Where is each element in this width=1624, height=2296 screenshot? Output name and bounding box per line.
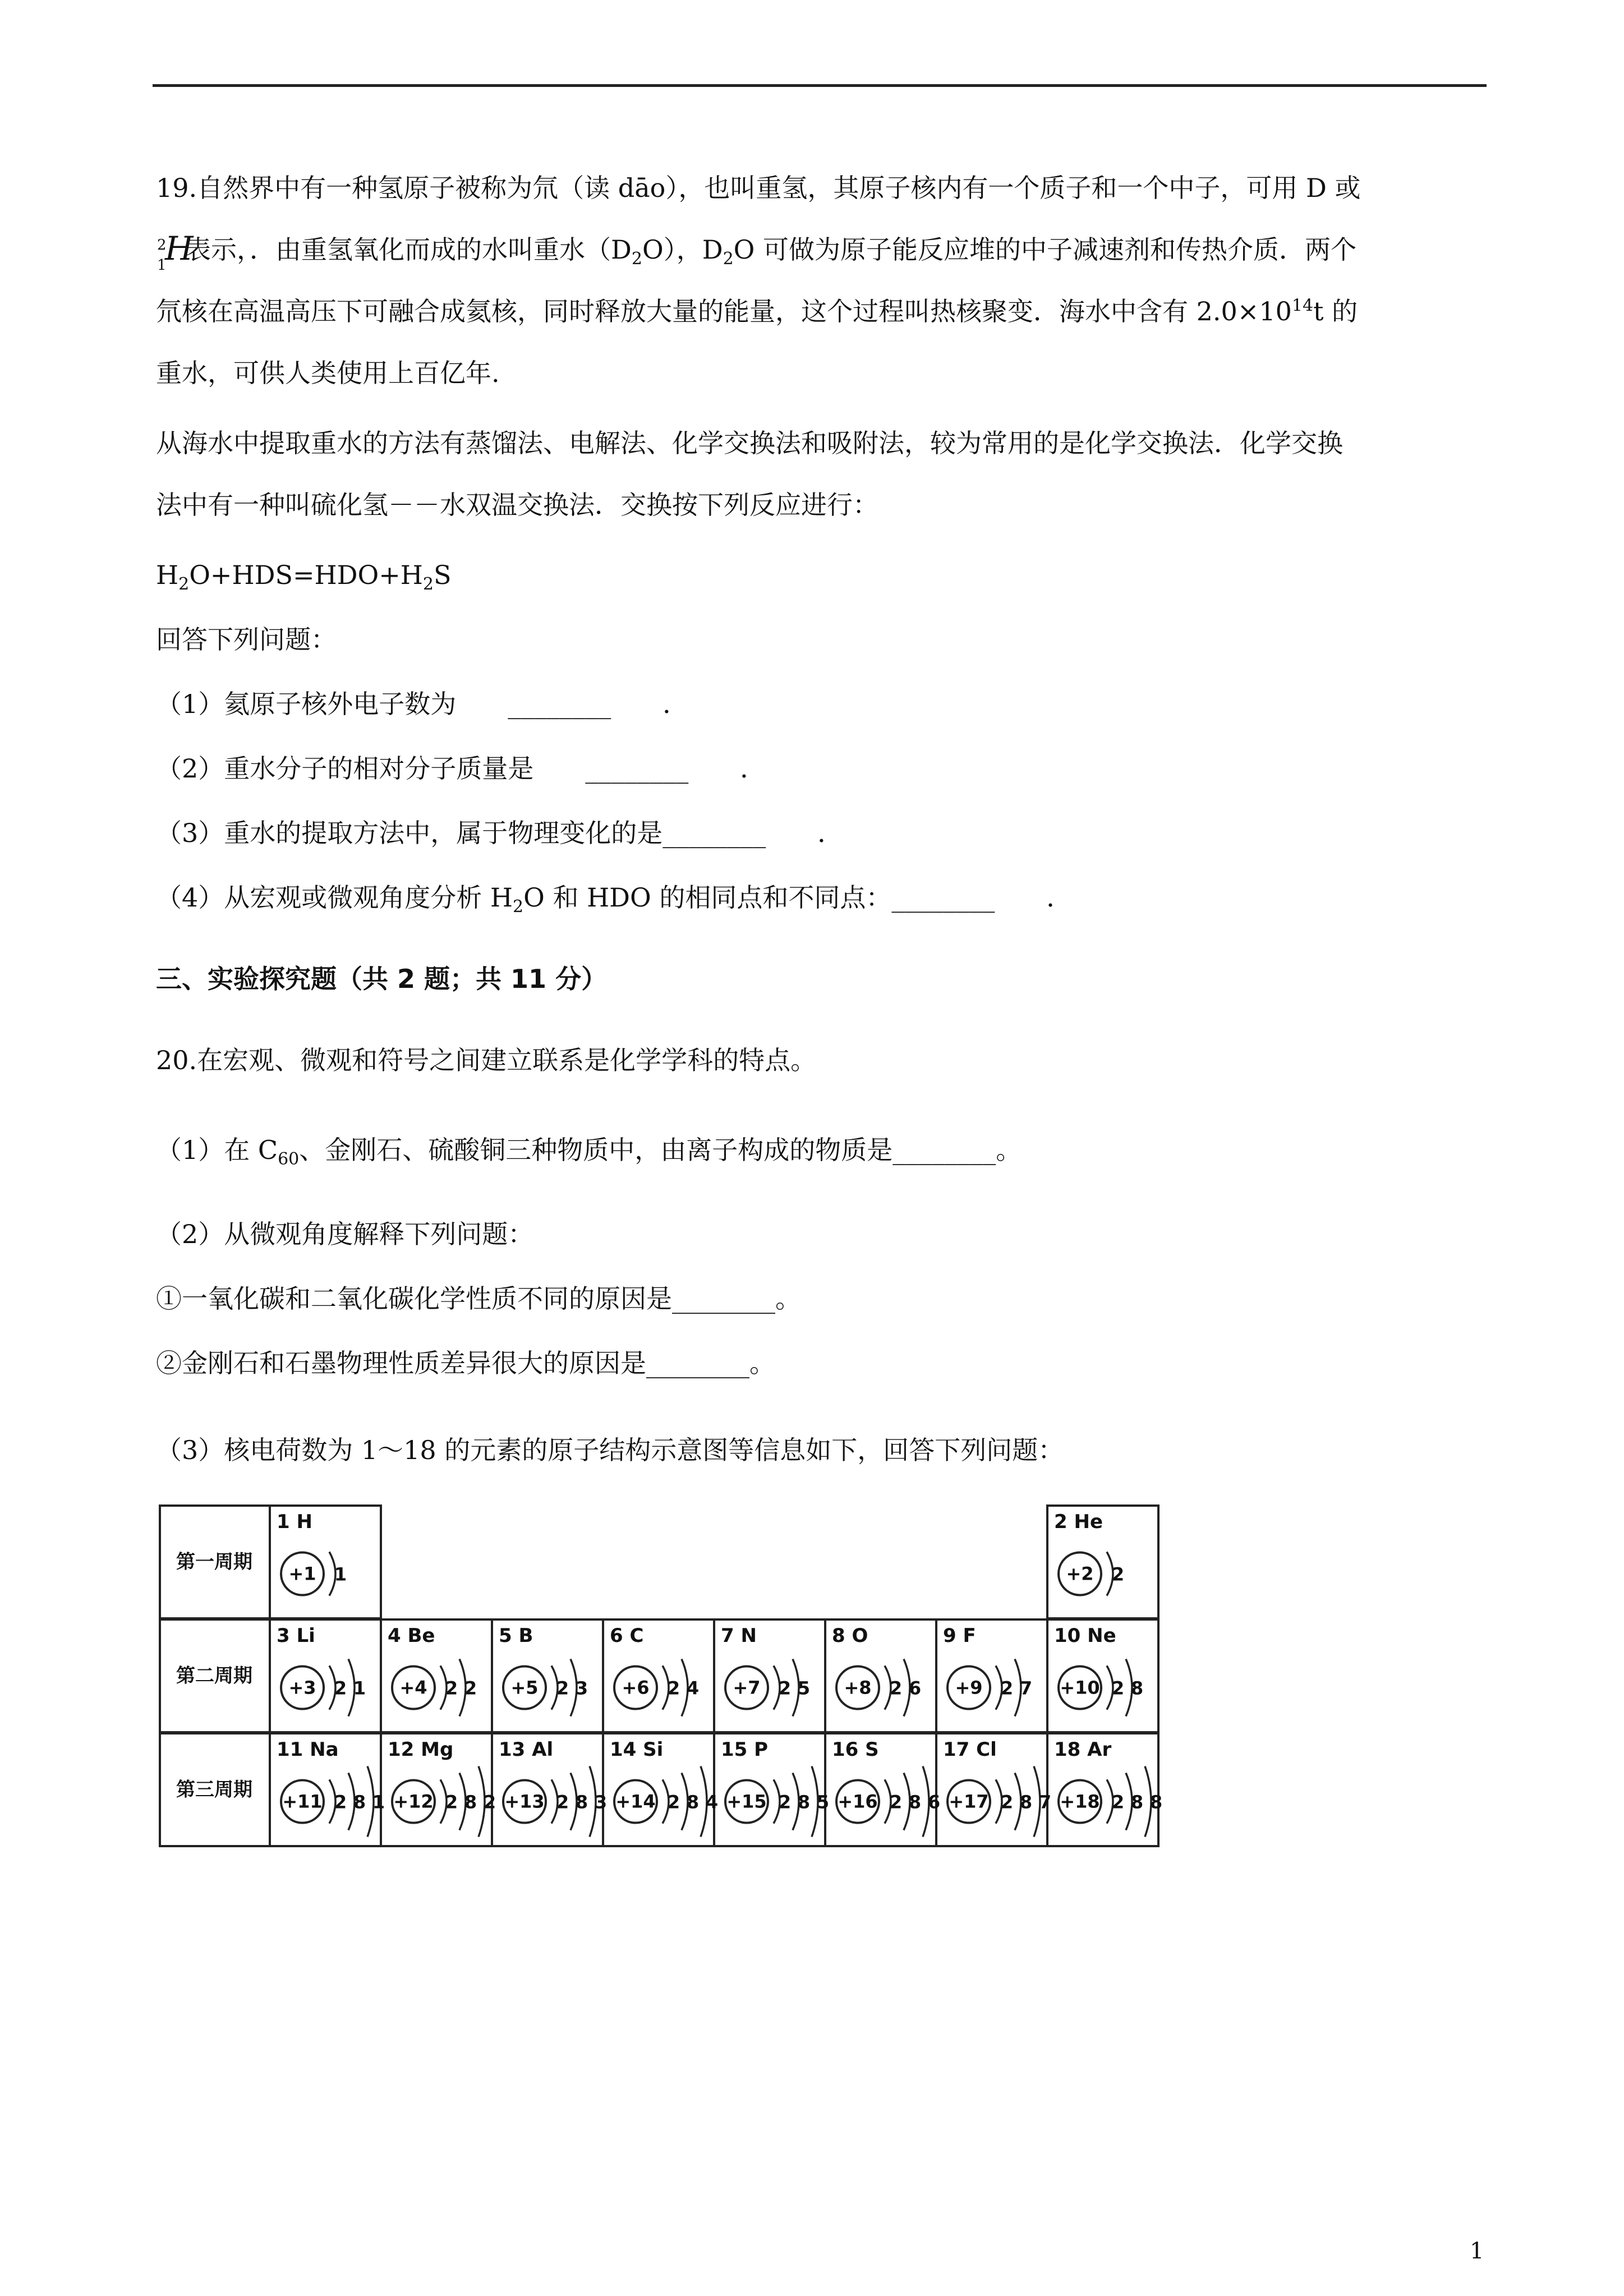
answer-blank[interactable]: ________ <box>508 689 611 719</box>
shell-electron-count: 8 <box>1019 1791 1033 1813</box>
nuclear-charge: +10 <box>1060 1677 1100 1699</box>
q20-sub-2-1: ①一氧化碳和二氧化碳化学性质不同的原因是________。 <box>156 1282 801 1315</box>
period-label: 第三周期 <box>176 1778 252 1801</box>
shell-electron-count: 4 <box>705 1791 719 1813</box>
element-symbol: 18 Ar <box>1054 1738 1112 1761</box>
q20-sub-2: （2）从微观角度解释下列问题： <box>156 1219 534 1249</box>
shell-electron-count: 2 <box>667 1791 680 1813</box>
answer-blank[interactable]: ________ <box>646 1348 749 1378</box>
header-rule <box>153 84 1487 87</box>
shell-electron-count: 2 <box>889 1677 903 1699</box>
shell-electron-count: 2 <box>667 1677 680 1699</box>
element-symbol: 13 Al <box>499 1738 554 1761</box>
nuclear-charge: +8 <box>844 1677 872 1699</box>
element-symbol: 8 O <box>832 1625 868 1647</box>
shell-electron-count: 8 <box>353 1791 366 1813</box>
shell-electron-count: 7 <box>1038 1791 1052 1813</box>
nuclear-charge: +5 <box>510 1677 539 1699</box>
shell-electron-count: 8 <box>1149 1791 1163 1813</box>
shell-electron-count: 1 <box>353 1677 366 1699</box>
q19-prompt: 回答下列问题： <box>156 624 337 655</box>
q19-line-1: 19.自然界中有一种氢原子被称为氘（读 dāo），也叫重氢，其原子核内有一个质子和一个中子，可用 D 或 <box>156 173 1361 203</box>
shell-electron-count: 2 <box>1000 1677 1014 1699</box>
q19-sub-2: （2）重水分子的相对分子质量是 ________ ． <box>156 752 766 785</box>
q20-line-1: 20.在宏观、微观和符号之间建立联系是化学学科的特点。 <box>156 1045 817 1075</box>
shell-electron-count: 7 <box>1019 1677 1033 1699</box>
q19-line-3: 氘核在高温高压下可融合成氦核，同时释放大量的能量，这个过程叫热核聚变．海水中含有 $2.0\times 10^{14}t$ 的 <box>156 296 1358 326</box>
shell-electron-count: 5 <box>816 1791 830 1813</box>
shell-electron-count: 2 <box>1111 1677 1125 1699</box>
element-symbol: 14 Si <box>610 1738 664 1761</box>
shell-electron-count: 3 <box>575 1677 588 1699</box>
period-label: 第一周期 <box>176 1550 252 1573</box>
answer-blank[interactable]: ________ <box>663 818 766 848</box>
shell-electron-count: 2 <box>556 1677 569 1699</box>
nuclear-charge: +4 <box>399 1677 427 1699</box>
shell-electron-count: 2 <box>445 1677 458 1699</box>
element-symbol: 6 C <box>610 1625 644 1647</box>
q20-sub-2-2: ②金刚石和石墨物理性质差异很大的原因是________。 <box>156 1346 775 1380</box>
shell-electron-count: 2 <box>464 1677 477 1699</box>
shell-electron-count: 2 <box>1111 1791 1125 1813</box>
shell-electron-count: 6 <box>927 1791 941 1813</box>
element-symbol: 9 F <box>943 1625 976 1647</box>
nuclear-charge: +6 <box>622 1677 650 1699</box>
answer-blank[interactable]: ________ <box>585 753 689 784</box>
q19-sub-4: （4）从宏观或微观角度分析 $H_2O$ 和 HDO 的相同点和不同点：________ ． <box>156 881 1072 914</box>
q20-sub-3: （3）核电荷数为 1～18 的元素的原子结构示意图等信息如下，回答下列问题： <box>156 1435 1064 1465</box>
shell-electron-count: 8 <box>908 1791 922 1813</box>
element-symbol: 3 Li <box>277 1625 315 1647</box>
atomic-structure-table-svg <box>159 1504 1163 1847</box>
nuclear-charge: +9 <box>955 1677 983 1699</box>
nuclear-charge: +17 <box>949 1791 989 1812</box>
nuclear-charge: +12 <box>393 1791 434 1812</box>
element-symbol: 7 N <box>721 1625 757 1647</box>
nuclear-charge: +1 <box>288 1563 316 1585</box>
q19-sub-1: （1）氦原子核外电子数为 ________ ． <box>156 687 688 721</box>
answer-blank[interactable]: ________ <box>672 1283 775 1314</box>
element-symbol: 1 H <box>277 1511 312 1533</box>
nuclear-charge: +16 <box>838 1791 878 1812</box>
reaction-equation: $H_2O+HDS=HDO+H_2S$ <box>156 560 452 595</box>
shell-electron-count: 1 <box>334 1563 347 1585</box>
period-label: 第二周期 <box>176 1664 252 1687</box>
shell-electron-count: 2 <box>556 1791 569 1813</box>
shell-electron-count: 5 <box>797 1677 811 1699</box>
nuclear-charge: +3 <box>288 1677 316 1699</box>
q20-sub-1: （1）在 $C_{60}$、金刚石、硫酸铜三种物质中，由离子构成的物质是________。 <box>156 1133 1022 1167</box>
shell-electron-count: 1 <box>372 1791 385 1813</box>
nuclear-charge: +18 <box>1060 1791 1100 1812</box>
shell-electron-count: 2 <box>334 1677 347 1699</box>
shell-electron-count: 8 <box>686 1791 700 1813</box>
answer-blank[interactable]: ________ <box>891 882 995 913</box>
shell-electron-count: 8 <box>797 1791 811 1813</box>
q19-line-6: 法中有一种叫硫化氢－－水双温交换法．交换按下列反应进行： <box>156 490 878 520</box>
element-symbol: 11 Na <box>277 1738 339 1761</box>
nuclear-charge: +15 <box>726 1791 767 1812</box>
element-symbol: 4 Be <box>388 1625 435 1647</box>
shell-electron-count: 2 <box>1000 1791 1014 1813</box>
q19-line-5: 从海水中提取重水的方法有蒸馏法、电解法、化学交换法和吸附法，较为常用的是化学交换法．化学交换 <box>156 428 1343 458</box>
shell-electron-count: 3 <box>594 1791 608 1813</box>
q19-sub-3: （3）重水的提取方法中，属于物理变化的是________ ． <box>156 816 843 850</box>
shell-electron-count: 2 <box>445 1791 458 1813</box>
section-heading: 三、实验探究题（共 2 题；共 11 分） <box>156 964 608 994</box>
shell-electron-count: 8 <box>575 1791 588 1813</box>
q19-line-2: 2 1 H 表示，．由重氢氧化而成的水叫重水$(D_2O)$，$D_2O$ 可做为原子能反应堆的中子减速剂和传热介质．两个 <box>157 229 1357 274</box>
shell-electron-count: 2 <box>483 1791 496 1813</box>
atomic-structure-table <box>159 1504 1163 1847</box>
shell-electron-count: 8 <box>464 1791 477 1813</box>
nuclear-charge: +2 <box>1066 1563 1094 1585</box>
nuclear-charge: +7 <box>733 1677 761 1699</box>
shell-electron-count: 2 <box>889 1791 903 1813</box>
nuclear-charge: +11 <box>282 1791 323 1812</box>
element-symbol: 15 P <box>721 1738 769 1761</box>
shell-electron-count: 8 <box>1130 1791 1144 1813</box>
shell-electron-count: 2 <box>778 1677 792 1699</box>
nuclear-charge: +13 <box>504 1791 545 1812</box>
shell-electron-count: 2 <box>1111 1563 1125 1585</box>
deuterium-nuclide-symbol: 2 1 H <box>157 229 194 274</box>
answer-blank[interactable]: ________ <box>892 1135 996 1165</box>
page-number: 1 <box>1470 2238 1484 2264</box>
q19-line-4: 重水，可供人类使用上百亿年. <box>156 358 500 388</box>
element-symbol: 16 S <box>832 1738 879 1761</box>
element-symbol: 10 Ne <box>1054 1625 1116 1647</box>
shell-electron-count: 6 <box>908 1677 922 1699</box>
nuclear-charge: +14 <box>615 1791 656 1812</box>
element-symbol: 17 Cl <box>943 1738 997 1761</box>
element-symbol: 2 He <box>1054 1511 1103 1533</box>
element-symbol: 5 B <box>499 1625 533 1647</box>
shell-electron-count: 2 <box>778 1791 792 1813</box>
shell-electron-count: 2 <box>334 1791 347 1813</box>
element-symbol: 12 Mg <box>388 1738 454 1761</box>
shell-electron-count: 4 <box>686 1677 700 1699</box>
shell-electron-count: 8 <box>1130 1677 1144 1699</box>
